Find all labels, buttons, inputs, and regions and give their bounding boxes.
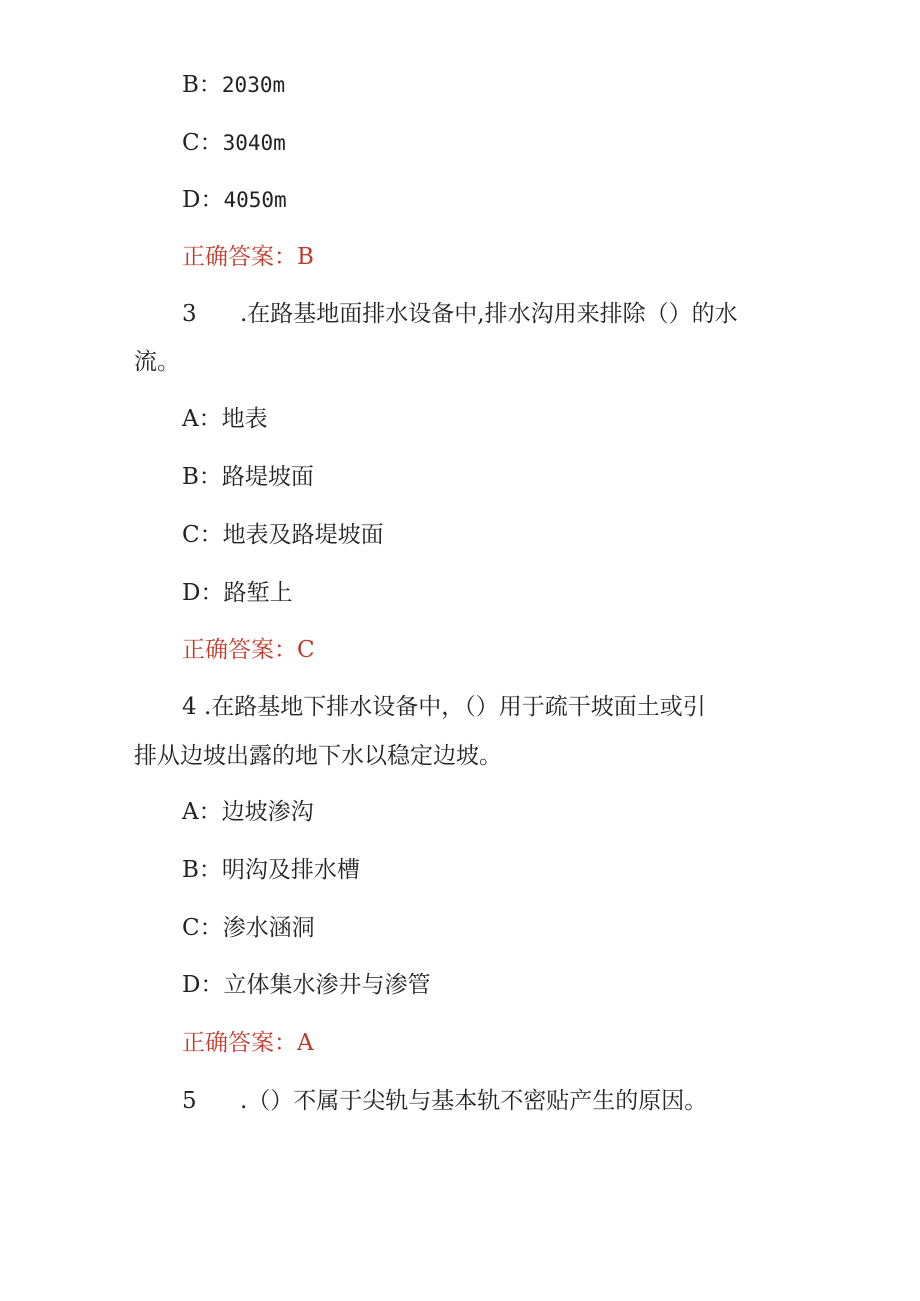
option-label: C： bbox=[182, 522, 223, 548]
q2-answer: 正确答案：B bbox=[182, 244, 314, 270]
option-text: 路堤坡面 bbox=[221, 464, 314, 490]
q4-number: 4 bbox=[182, 694, 197, 720]
option-text: 边坡渗沟 bbox=[221, 799, 314, 825]
q3-option-a bbox=[182, 404, 268, 434]
q3-option-c bbox=[182, 520, 384, 550]
q2-option-c bbox=[182, 128, 286, 158]
option-label: D： bbox=[182, 972, 224, 998]
q5-number: 5 bbox=[182, 1088, 197, 1114]
option-text: 渗水涵洞 bbox=[222, 915, 315, 941]
q2-option-d bbox=[182, 185, 287, 215]
option-label: D： bbox=[182, 187, 224, 213]
option-text: 地表 bbox=[221, 406, 268, 432]
q4-stem-line1: .在路基地下排水设备中，（）用于疏干坡面土或引 bbox=[204, 694, 706, 720]
q4-option-b bbox=[182, 855, 360, 885]
q3-option-b bbox=[182, 462, 314, 492]
q5-stem-line1: .（）不属于尖轨与基本轨不密贴产生的原因。 bbox=[240, 1088, 708, 1114]
option-label: A： bbox=[182, 799, 222, 825]
q3-stem-line1: .在路基地面排水设备中,排水沟用来排除（）的水 bbox=[240, 301, 738, 327]
option-label: C： bbox=[182, 130, 223, 156]
q3-stem-line2: 流。 bbox=[134, 349, 180, 375]
option-text: 明沟及排水槽 bbox=[221, 857, 360, 883]
q4-stem-line2: 排从边坡出露的地下水以稳定边坡。 bbox=[134, 743, 502, 769]
option-label: B： bbox=[182, 72, 222, 98]
option-label: B： bbox=[182, 857, 222, 883]
option-text: 地表及路堤坡面 bbox=[222, 522, 384, 548]
q3-answer: 正确答案：C bbox=[182, 637, 315, 663]
option-text: 3040m bbox=[222, 131, 286, 155]
q4-option-d bbox=[182, 970, 430, 1000]
option-text: 路堑上 bbox=[223, 580, 293, 606]
option-label: A： bbox=[182, 406, 222, 432]
option-text: 立体集水渗井与渗管 bbox=[223, 972, 431, 998]
option-text: 4050m bbox=[223, 188, 287, 212]
q4-option-a bbox=[182, 797, 314, 827]
q4-option-c bbox=[182, 913, 315, 943]
q3-number: 3 bbox=[182, 301, 197, 327]
option-label: B： bbox=[182, 464, 222, 490]
q3-option-d bbox=[182, 578, 292, 608]
q2-option-b bbox=[182, 70, 285, 100]
q4-answer: 正确答案：A bbox=[182, 1030, 314, 1056]
option-text: 2030m bbox=[221, 73, 286, 97]
option-label: D： bbox=[182, 580, 224, 606]
option-label: C： bbox=[182, 915, 223, 941]
